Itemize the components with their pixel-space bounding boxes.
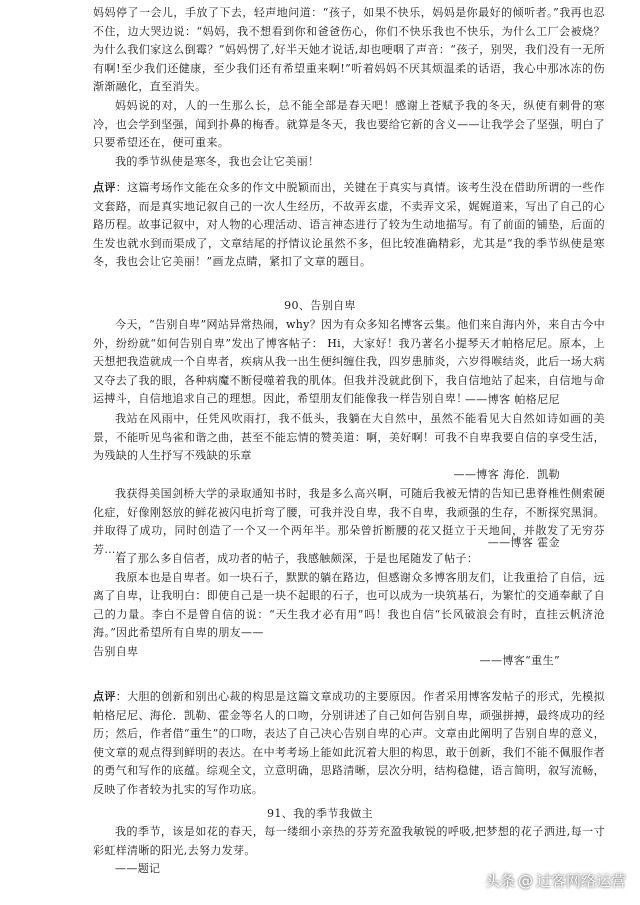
section-90-body-2 <box>93 410 605 466</box>
paragraph: 我的季节纵使是寒冬，我也会让它美丽！ <box>115 154 320 168</box>
paragraph: 我原本也是自卑者。如一块石子，默默的躺在路边，但感谢众多博客朋友们，让我重拾了自信，远离了自卑，让我明白：即使自己是一块不起眼的石子，也可以成为一块筑基石，为繁忙的交通奉献了自己的力量。李白不是曾自信的说：“天生我才必有用”吗！我也自信“长风破浪会有时，直挂云帆济沧海。”因此希望所有自卑的朋友—— <box>93 570 605 640</box>
watermark <box>485 870 626 891</box>
paragraph: 告别自卑 <box>93 644 139 658</box>
paragraph: 看了那么多自信者，成功者的帖子，我感触颇深，于是也尾随发了帖子： <box>115 552 479 565</box>
signature: ——博客 海伦．凯勒 <box>453 468 560 481</box>
paragraph: 我获得美国剑桥大学的录取通知书时，我是多么高兴啊，可随后我被无情的告知已患脊椎性侧索硬化症，好像刚怒放的鲜花被闪电折弯了腰，可我并没自卑，我不自卑，我顽强的生存，不断探究黑洞。并取得了成功，同时创造了一个又一个两年半。那朵曾折断腰的花又挺立于天地间，并散发了无穷芬芳…… <box>93 487 605 556</box>
paragraph: 妈妈停了一会儿，手放了下去，轻声地问道：“孩子，如果不快乐，妈妈是你最好的倾听者。”我再也忍不住，边大哭边说：“妈妈，我不想看到你和爸爸伤心，你们不快乐我也不快乐，为什么工厂会被烧？为什么我们家这么倒霉？”妈妈愣了,好半天她才说话,却也哽咽了声音：“孩子，别哭，我们没有一无所有啊!至少我们还健康，至少我们还有希望重来啊!”听着妈妈不厌其烦温柔的话语，我心中那冰冻的伤渐渐融化，直至消失。 <box>93 6 605 94</box>
section-89-tail <box>93 4 605 171</box>
paragraph: 今天，“告别自卑”网站异常热闹，why？因为有众多知名博客云集。他们来自海内外，来自古今中外，纷纷就“如何告别自卑”发出了博客帖子： Hi，大家好！我乃著名小提琴天才帕格尼尼。原本，上天想把我造就成一个自卑者，疾病从我一出生便纠缠住我，四岁患肺炎，六岁得喉结炎，此后一场大病又夺去了我的眼，各种病魔不断侵噬着我的肌体。但我并没就此倒下，我自信地站了起来，自信地与命运搏斗，自信地追求自己的理想。因此，希望朋友们能像我一样告别自卑！ <box>93 318 605 406</box>
signature: ——博客 帕格尼尼 <box>464 393 560 406</box>
comment-text: ：大胆的创新和别出心裁的构思是这篇文章成功的主要原因。作者采用博客发帖子的形式，先模拟帕格尼尼、海伦．凯勒、霍金等名人的口吻，分别讲述了自己如何告别自卑，顽强拼搏，最终成功的经历；然后，作者借“重生”的口吻，表达了自己决心告别自卑的心声。文章由此阐明了告别自卑的意义，使文章的观点得到鲜明的表达。在中考考场上能如此沉着大胆的构思，敢于创新，我们不能不佩服作者的勇气和写作的底蕴。综观全文，立意明确，思路清晰，层次分明，结构稳健，语言简明，叙写流畅，反映了作者较为扎实的写作功底。 <box>93 690 606 796</box>
comment-90 <box>93 688 605 800</box>
section-90-body-4 <box>93 550 605 662</box>
comment-paragraph <box>93 688 605 800</box>
section-90-title: 90、告别自卑 <box>284 299 356 312</box>
at-icon: @ <box>517 871 533 890</box>
comment-text: ：这篇考场作文能在众多的作文中脱颖而出，关键在于真实与真情。该考生没在借助所谓的一些作文套路，而是真实地记叙自己的一次人生经历，不故弄玄虚，不卖弄文采，娓娓道来，写出了自己的心路历程。故事记叙中，对人物的心理活动、语言神态进行了较为生动地描写。有了前面的铺垫，后面的生发也就水到而渠成了，文章结尾的抒情议论虽然不多，但比较准确精彩，尤其是“我的季节纵使是寒冬，我也会让它美丽！”画龙点睛，紧扣了文章的题目。 <box>93 181 606 269</box>
signature: ——博客 霍金 <box>487 536 560 549</box>
paragraph: 我站在风雨中，任凭风吹雨打，我不低头，我躺在大自然中，虽然不能看见大自然如诗如画的美景，不能听见鸟雀和谐之曲，甚至不能忘情的赞美道：啊，美好啊！可我不自卑我要自信的享受生活，为残缺的人生抒写不残缺的乐章 <box>93 412 605 463</box>
comment-paragraph <box>93 179 605 272</box>
epigraph-signature: ——题记 <box>115 862 161 876</box>
watermark-prefix: 头条 <box>484 872 515 890</box>
comment-89 <box>93 179 605 272</box>
paragraph: 妈妈说的对，人的一生那么长，总不能全部是春天吧！感谢上苍赋予我的冬天，纵使有刺骨的寒冷，也会学到坚强，闻到扑鼻的梅香。就算是冬天，我也要给它新的含义——让我学会了坚强，明白了只要希望还在，便可重来。 <box>93 98 605 150</box>
signature: ——博客“重生” <box>479 654 560 667</box>
comment-label: 点评 <box>93 690 116 703</box>
comment-label: 点评 <box>93 181 116 194</box>
section-91-title: 91、我的季节我做主 <box>267 807 373 820</box>
paragraph: 我的季节，该是如花的春天，每一缕细小亲热的芬芳充盈我敏锐的呼吸,把梦想的花子洒进,每一寸彩虹样清晰的阳光,去努力发芽。 <box>93 825 605 857</box>
watermark-handle: 过客网络运营 <box>535 872 626 890</box>
